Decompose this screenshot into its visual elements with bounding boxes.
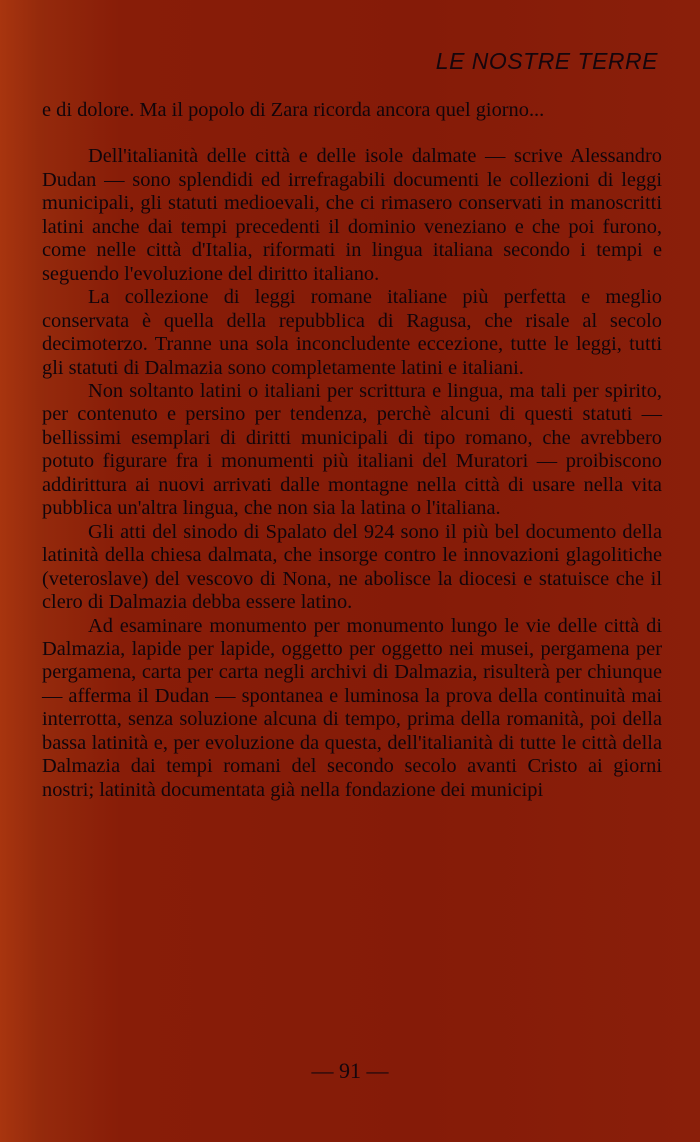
paragraph-continuation: e di dolore. Ma il popolo di Zara ricorda ancora quel giorno... xyxy=(42,99,545,121)
body-text xyxy=(42,99,662,802)
page-number: — 91 — xyxy=(311,1058,389,1083)
running-head: LE NOSTRE TERRE xyxy=(435,48,658,74)
paragraph-monumenti: Ad esaminare monumento per monumento lungo le vie delle città di Dalmazia, lapide per lapide, oggetto per oggetto nei musei, pergamena per pergamena, carta per carta negli archivi di Dalmazia, risulterà per chiunque — afferma il Dudan — spontanea e luminosa la prova della continuità mai interrotta, senza soluzione alcuna di tempo, prima della romanità, poi della bassa latinità e, per evoluzione da questa, dell'italianità di tutte le città della Dalmazia dai tempi romani del secondo secolo avanti Cristo ai giorni nostri; latinità documentata già nella fondazione dei municipi xyxy=(42,614,662,801)
paragraph-dudan-quote: Dell'italianità delle città e delle isole dalmate — scrive Alessandro Dudan — sono splendidi ed irrefragabili documenti le collezioni di leggi municipali, gli statuti medioevali, che ci rimasero conservati in manoscritti latini anche dai tempi precedenti il dominio veneziano e che poi furono, come nelle città d'Italia, riformati in lingua italiana secondo i tempi e seguendo l'evoluzione del diritto italiano. xyxy=(42,145,662,285)
paragraph-ragusa: La collezione di leggi romane italiane più perfetta e meglio conservata è quella della repubblica di Ragusa, che risale al secolo decimoterzo. Tranne una sola inconcludente eccezione, tutte le leggi, tutti gli statuti di Dalmazia sono completamente latini e italiani. xyxy=(42,286,662,379)
paragraph-sinodo: Gli atti del sinodo di Spalato del 924 sono il più bel documento della latinità della chiesa dalmata, che insorge contro le innovazioni glagolitiche (veteroslave) del vescovo di Nona, ne abolisce la diocesi e statuisce che il clero di Dalmazia debba essere latino. xyxy=(42,520,662,614)
paragraph-statuti: Non soltanto latini o italiani per scrittura e lingua, ma tali per spirito, per contenuto e persino per tendenza, perchè alcuni di questi statuti — bellissimi esemplari di diritti municipali di tipo romano, che avrebbero potuto figurare fra i monumenti più italiani del Muratori — proibiscono addirittura ai nuovi arrivati dalle montagne nella città di usare nella vita pubblica un'altra lingua, che non sia la latina o l'italiana. xyxy=(42,379,662,520)
